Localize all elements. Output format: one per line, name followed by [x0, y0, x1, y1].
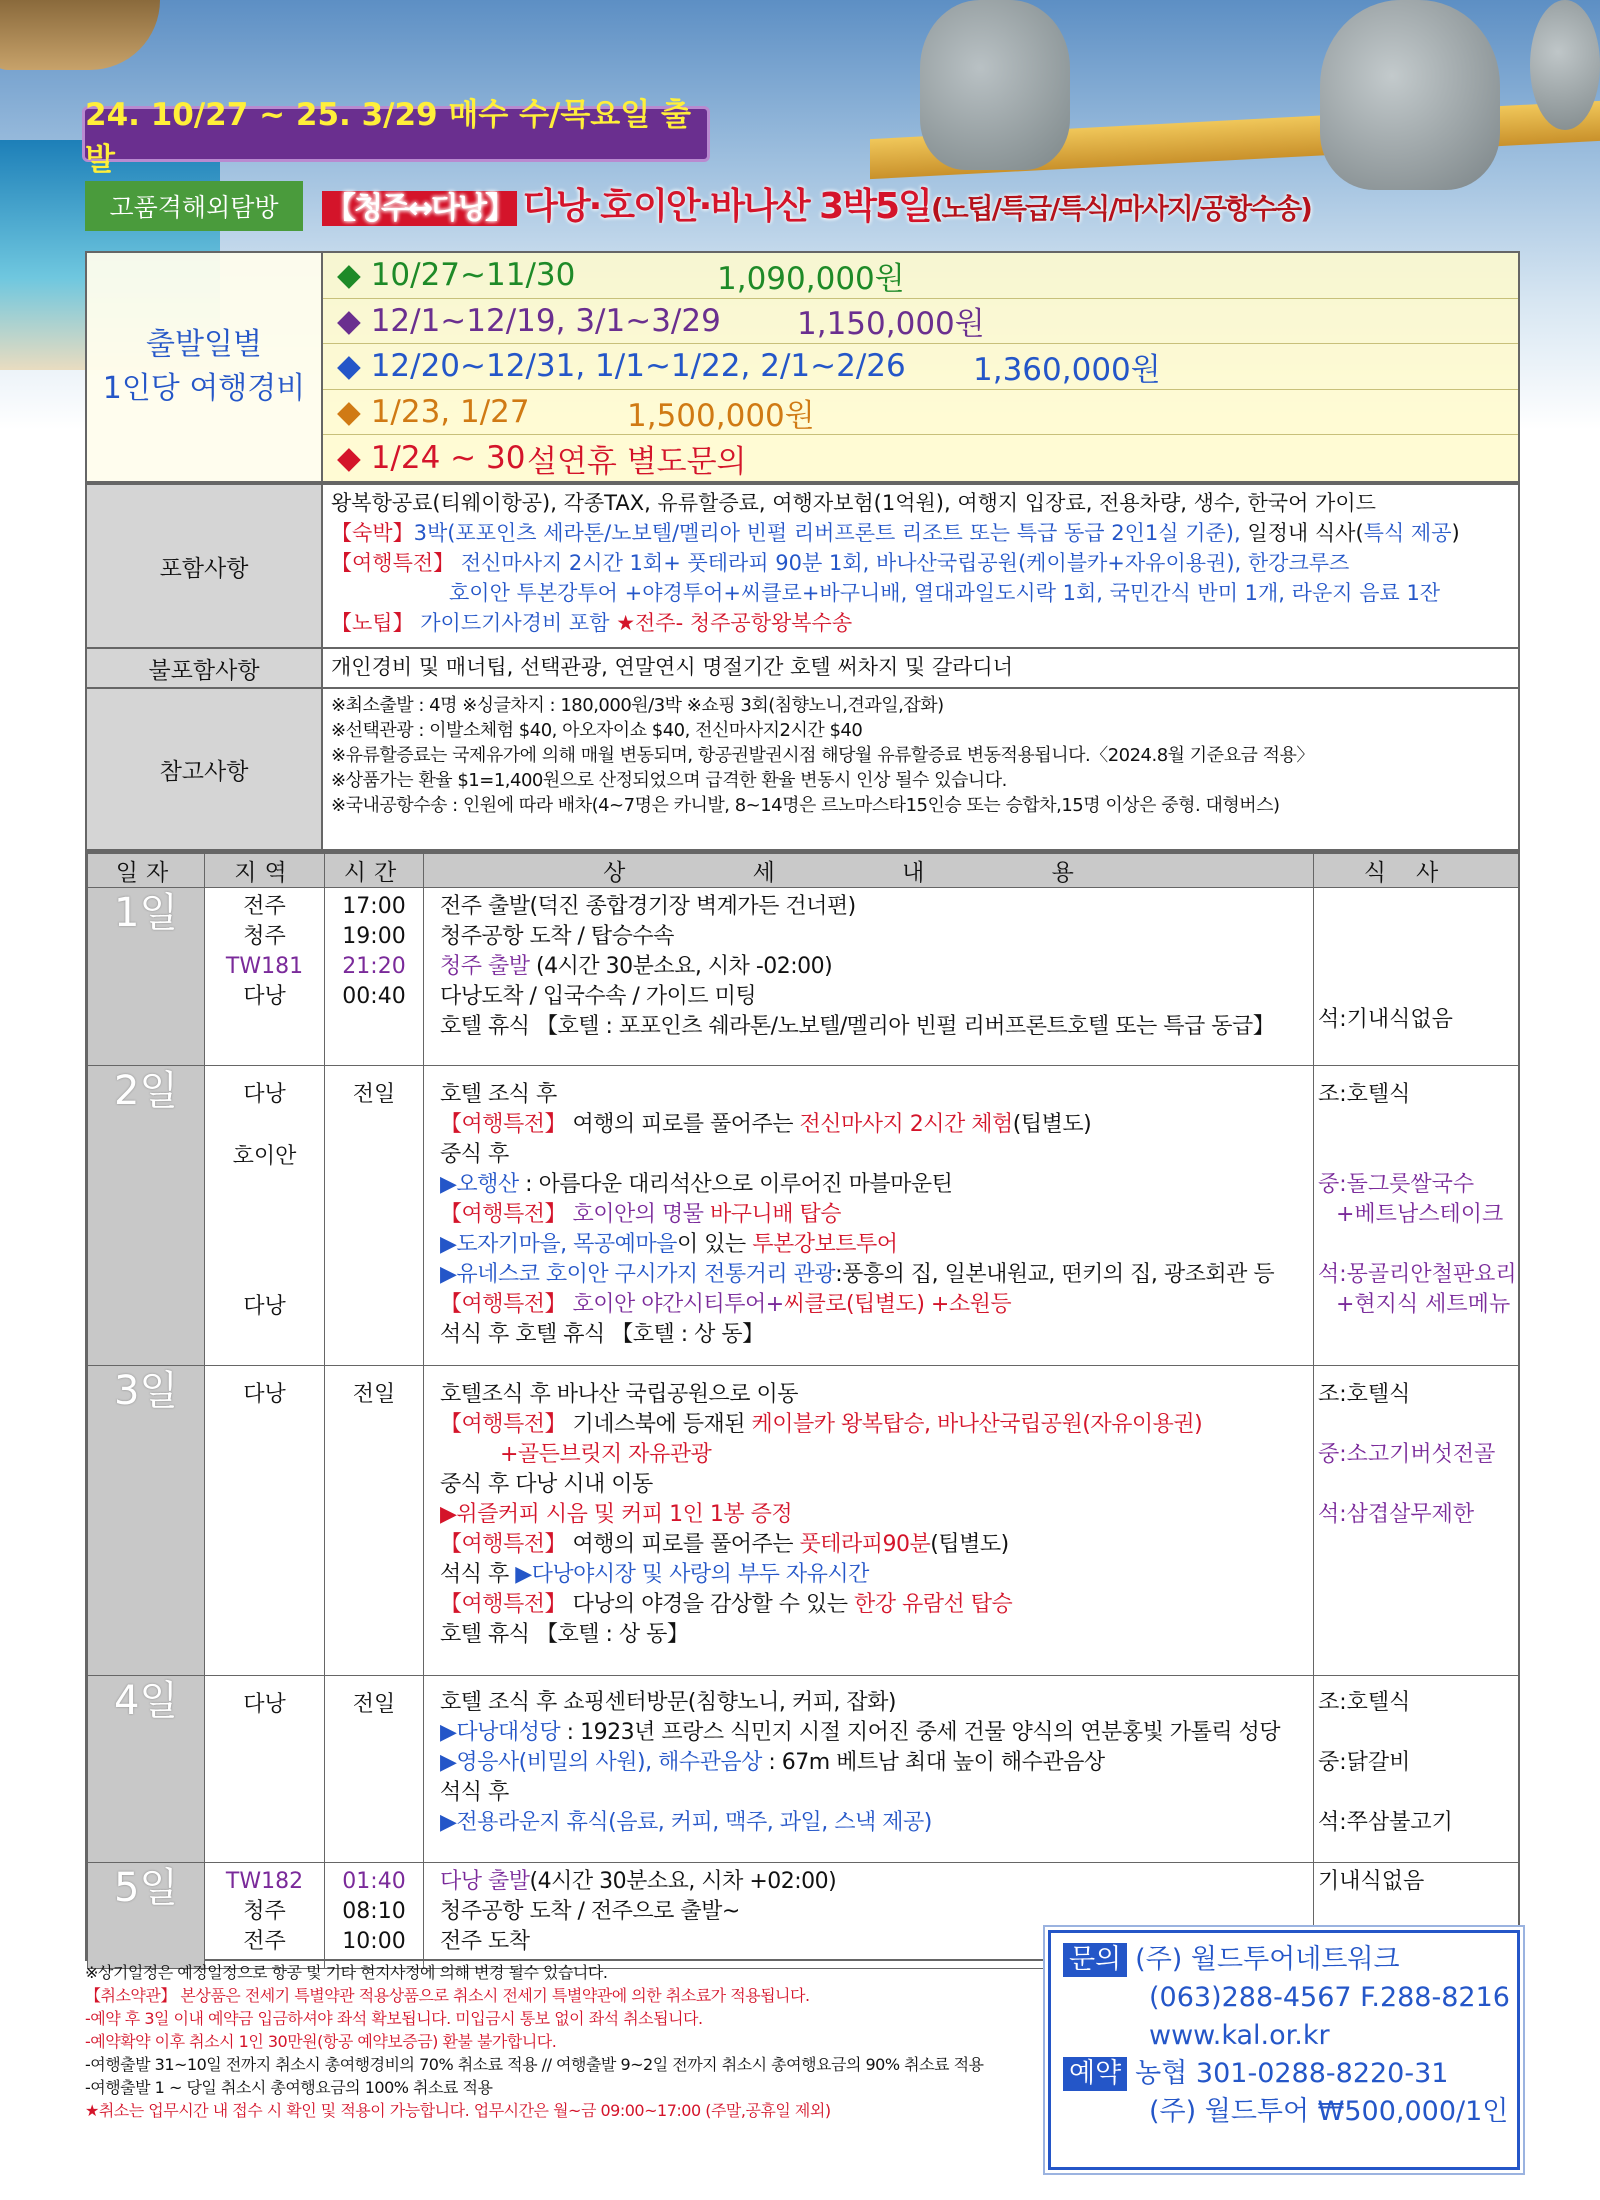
excluded-section: 불포함사항 개인경비 및 매너팁, 선택관광, 연말연시 명절기간 호텔 써차지 및 갈라디너: [87, 649, 1518, 689]
price-row: ◆ 12/20~12/31, 1/1~1/22, 2/1~2/26 1,360,000원: [323, 344, 1518, 390]
departure-date-banner: 24. 10/27 ~ 25. 3/29 매수 수/목요일 출발: [82, 106, 710, 162]
included-section: 포함사항 왕복항공료(티웨이항공), 각종TAX, 유류할증료, 여행자보험(1억원), 여행지 입장료, 전용차량, 생수, 한국어 가이드 【숙박】3박(포포인츠 세라톤/노보텔/멜리아 빈펄 리버프론트 리조트 또는 특급 동급 2인1실 기준), 일정내 식사(특식 제공) 【여행특전】 전신마사지 2시간 1회+ 풋테라피 90분 1회, 바나산국립공원(케이블카+자유이용권), 한강크루즈 호이안 투본강투어 +야경투어+씨클로+바구니배, 열대과일도시락 1회, 국민간식 반미 1개, 라운지 음료 1잔 【노팁】 가이드기사경비 포함 ★전주- 청주공항왕복수송: [87, 485, 1518, 649]
itinerary-table: [85, 851, 1520, 1961]
thatched-umbrella: [0, 0, 160, 70]
tour-name: 다낭·호이안·바나산 3박5일: [523, 186, 931, 227]
website-link[interactable]: www.kal.or.kr: [1149, 2020, 1330, 2051]
stone-hand-right: [1320, 0, 1500, 190]
phone-number[interactable]: (063)288-4567 F.288-8216: [1149, 1982, 1510, 2013]
cancellation-notes: ※상기일정은 예정일정으로 항공 및 기타 현지사정에 의해 변경 될수 있습니다. 【취소약관】 본상품은 전세기 특별약관 적용상품으로 취소시 전세기 특별약관에 의한 취소료가 적용됩니다. -예약 후 3일 이내 예약금 입금하셔야 좌석 확보됩니다. 미입금시 통보 없이 좌석 취소됩니다. -예약확약 이후 취소시 1인 30만원(항공 예약보증금) 환불 불가합니다. -여행출발 31~10일 전까지 취소시 총여행경비의 70% 취소료 적용 // 여행출발 9~2일 전까지 취소시 총여행요금의 90% 취소료 적용 -여행출발 1 ~ 당일 취소시 총여행요금의 100% 취소료 적용 ★취소는 업무시간 내 접수 시 확인 및 적용이 가능합니다. 업무시간은 월~금 09:00~17:00 (주말,공휴일 제외): [85, 1963, 984, 2120]
price-row: ◆ 12/1~12/19, 3/1~3/29 1,150,000원: [323, 299, 1518, 345]
price-row: ◆ 1/23, 1/27 1,500,000원: [323, 390, 1518, 436]
price-table: [85, 251, 1520, 483]
price-label: 출발일별 1인당 여행경비: [87, 253, 323, 481]
day-row: 3일 다낭 전일 호텔조식 후 바나산 국립공원으로 이동 【여행특전】 기네스북에 등재된 케이블카 왕복탑승, 바나산국립공원(자유이용권) +골든브릿지 자유관광 중식 후 다낭 시내 이동 ▶위즐커피 시음 및 커피 1인 1봉 증정 【여행특전】 여행의 피로를 풀어주는 풋테라피90분(팁별도) 석식 후 ▶다낭야시장 및 사랑의 부두 자유시간 【여행특전】 다낭의 야경을 감상할 수 있는 한강 유람선 탑승 호텔 휴식 【호텔 : 상 동】 조:호텔식 중:소고기버섯전골 석:삼겹살무제한: [88, 1366, 1519, 1676]
info-table: [85, 483, 1520, 851]
day-row: 4일 다낭 전일 호텔 조식 후 쇼핑센터방문(침향노니, 커피, 잡화) ▶다낭대성당 : 1923년 프랑스 식민지 시절 지어진 중세 건물 양식의 연분홍빛 가톨릭 성당 ▶영응사(비밀의 사원), 해수관음상 : 67m 베트남 최대 높이 해수관음상 석식 후 ▶전용라운지 휴식(음료, 커피, 맥주, 과일, 스낵 제공) 조:호텔식 중:닭갈비 석:쭈삼불고기: [88, 1676, 1519, 1863]
deposit-info: (주) 월드투어 ₩500,000/1인: [1149, 2096, 1509, 2127]
inquiry-tag: 문의: [1063, 1943, 1127, 1977]
route-label: 【청주↔다낭】: [322, 191, 517, 226]
stone-hand-edge: [1530, 0, 1600, 130]
price-row: ◆ 1/24 ~ 30 설연휴 별도문의: [337, 440, 747, 480]
contact-box: [1048, 1930, 1520, 2170]
included-label: 포함사항: [87, 485, 323, 647]
reserve-tag: 예약: [1063, 2057, 1127, 2091]
tour-options: (노팁/특급/특식/마사지/공항수송): [930, 192, 1311, 225]
price-row: ◆ 10/27~11/30 1,090,000원: [323, 253, 1518, 299]
tour-title: [322, 178, 1311, 229]
day-row: 5일 TW182 청주 전주 01:40 08:10 10:00 다낭 출발(4시간 30분소요, 시차 +02:00) 청주공항 도착 / 전주으로 출발~ 전주 도착 기내식없음: [88, 1863, 1519, 1969]
notes-section: 참고사항 ※최소출발 : 4명 ※싱글차지 : 180,000원/3박 ※쇼핑 3회(침향노니,견과일,잡화) ※선택관광 : 이발소체험 $40, 아오자이쇼 $40, 전신마사지2시간 $40 ※유류할증료는 국제유가에 의해 매월 변동되며, 항공권발권시점 해당월 유류할증료 변동적용됩니다.〈2024.8월 기준요금 적용〉 ※상품가는 환율 $1=1,400원으로 산정되었으며 급격한 환율 변동시 인상 될수 있습니다. ※국내공항수송 : 인원에 따라 배차(4~7명은 카니발, 8~14명은 르노마스타15인승 또는 승합차,15명 이상은 중형. 대형버스): [87, 689, 1518, 849]
day-row: 2일 다낭 호이안 다낭 전일 호텔 조식 후 【여행특전】 여행의 피로를 풀어주는 전신마사지 2시간 체험(팁별도) 중식 후 ▶오행산 : 아름다운 대리석산으로 이루어진 마블마운틴 【여행특전】 호이안의 명물 바구니배 탑승 ▶도자기마을, 목공예마을이 있는 투본강보트투어 ▶유네스코 호이안 구시가지 전통거리 관광:풍흥의 집, 일본내원교, 떤키의 집, 광조회관 등 【여행특전】 호이안 야간시티투어+씨클로(팁별도) +소원등 석식 후 호텔 휴식 【호텔 : 상 동】 조:호텔식 중:돌그릇쌀국수 +베트남스테이크 석:몽골리안철판요리 +현지식 세트메뉴: [88, 1066, 1519, 1366]
bank-account: 농협 301-0288-8220-31: [1135, 2058, 1449, 2089]
stone-hand-left: [920, 0, 1070, 170]
category-badge: 고품격해외탐방: [85, 181, 303, 231]
excluded-label: 불포함사항: [87, 649, 323, 687]
company-name: (주) 월드투어네트워크: [1135, 1944, 1400, 1975]
day-row: 1일 전주 청주 TW181 다낭 17:00 19:00 21:20 00:40 전주 출발(덕진 종합경기장 벽계가든 건너편) 청주공항 도착 / 탑승수속 청주 출발 (4시간 30분소요, 시차 -02:00) 다낭도착 / 입국수속 / 가이드 미팅 호텔 휴식 【호텔 : 포포인츠 쉐라톤/노보텔/멜리아 빈펄 리버프론트호텔 또는 특급 동급】 석:기내식없음: [88, 888, 1519, 1066]
notes-label: 참고사항: [87, 689, 323, 849]
itinerary-header: 일자 지역 시간 상 세 내 용 식사: [88, 854, 1519, 888]
